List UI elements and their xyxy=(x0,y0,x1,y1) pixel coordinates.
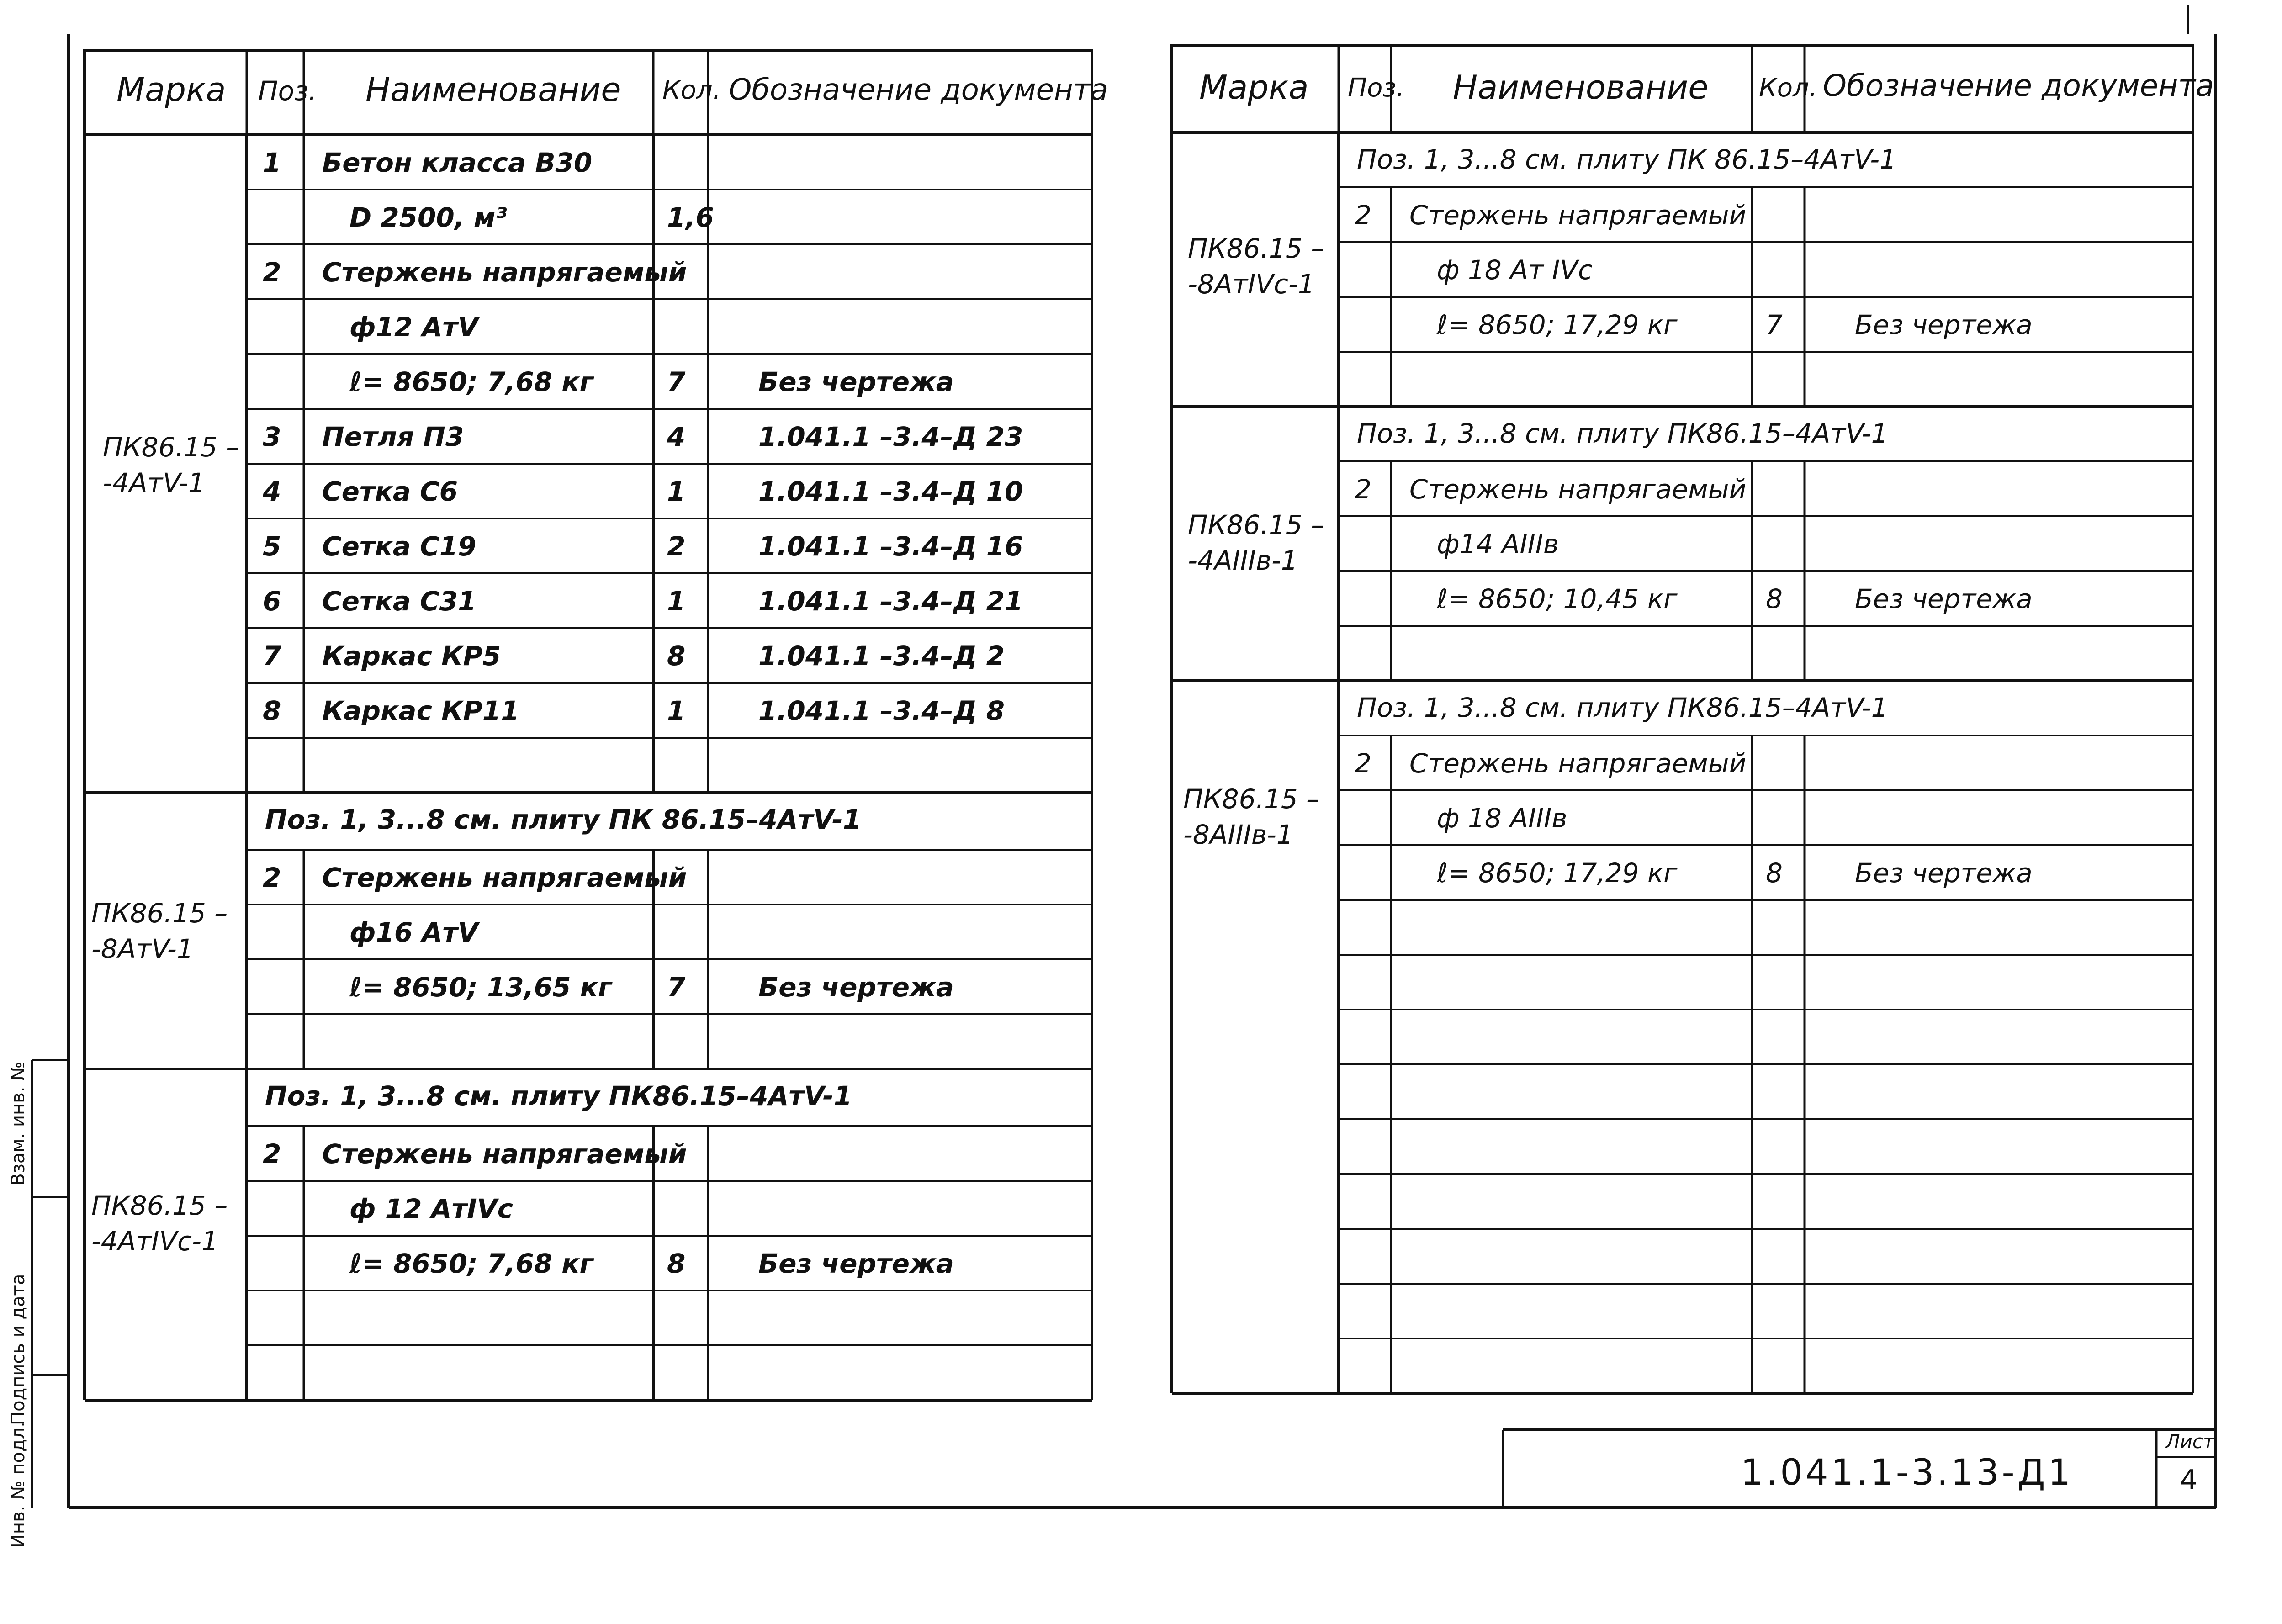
left-row-name: Бетон класса В30 xyxy=(322,147,593,178)
left-row-name: Сетка С31 xyxy=(322,586,477,617)
left-row-quantity: 1 xyxy=(667,586,686,617)
left-row-name: Каркас КР11 xyxy=(322,695,519,726)
side-stamp-inv-podl: Инв. № подл. xyxy=(8,1422,29,1548)
right-group-reference: Поз. 1, 3...8 см. плиту ПК 86.15–4АтV-1 xyxy=(1357,144,1896,175)
sheet-number: 4 xyxy=(2180,1464,2198,1496)
right-row-position: 2 xyxy=(1355,748,1371,779)
left-group-reference: Поз. 1, 3...8 см. плиту ПК 86.15–4АтV-1 xyxy=(265,804,862,835)
left-row-name: ф12 АтV xyxy=(349,312,478,343)
left-row-document: Без чертежа xyxy=(758,972,954,1003)
left-row-name: Сетка С19 xyxy=(322,531,477,562)
right-row-name: ф 18 АIIIв xyxy=(1437,803,1567,834)
left-row-document: 1.041.1 –3.4–Д 16 xyxy=(758,531,1023,562)
right-group-mark-2: ПК86.15 – -4АIIIв-1 xyxy=(1188,509,1324,577)
right-row-name: ф 18 Ат IVс xyxy=(1437,254,1593,286)
left-header-qty: Кол. xyxy=(662,75,721,105)
left-row-name: ℓ= 8650; 7,68 кг xyxy=(349,1248,593,1279)
right-row-document: Без чертежа xyxy=(1855,583,2033,614)
left-row-quantity: 4 xyxy=(667,421,686,452)
right-group-mark-1: ПК86.15 – -8АтIVс-1 xyxy=(1188,233,1324,300)
left-row-name: ф16 АтV xyxy=(349,917,478,948)
right-row-name: Стержень напрягаемый xyxy=(1409,748,1747,779)
left-header-pos: Поз. xyxy=(258,75,317,106)
left-row-quantity: 1,6 xyxy=(667,202,714,233)
left-row-quantity: 7 xyxy=(667,366,686,397)
left-row-name: ℓ= 8650; 13,65 кг xyxy=(349,972,612,1003)
right-row-quantity: 8 xyxy=(1766,583,1783,614)
left-row-document: 1.041.1 –3.4–Д 2 xyxy=(758,640,1005,672)
left-row-name: Стержень напрягаемый xyxy=(322,257,687,288)
left-header-mark: Марка xyxy=(116,70,226,109)
right-group-mark-3: ПК86.15 – -8АIIIв-1 xyxy=(1183,783,1320,851)
left-row-name: Сетка С6 xyxy=(322,476,458,507)
left-row-position: 2 xyxy=(263,1138,281,1169)
left-group-mark-1: ПК86.15 – -4АтV-1 xyxy=(103,432,239,499)
left-row-name: Стержень напрягаемый xyxy=(322,862,687,893)
side-stamp-vzam-inv: Взам. инв. № xyxy=(8,1062,29,1186)
left-row-document: 1.041.1 –3.4–Д 8 xyxy=(758,695,1005,726)
right-row-document: Без чертежа xyxy=(1855,309,2033,340)
left-group-reference: Поз. 1, 3...8 см. плиту ПК86.15–4АтV-1 xyxy=(265,1080,852,1111)
left-row-document: Без чертежа xyxy=(758,366,954,397)
left-row-quantity: 8 xyxy=(667,1248,686,1279)
left-row-name: Каркас КР5 xyxy=(322,640,501,672)
left-row-name: Стержень напрягаемый xyxy=(322,1138,687,1169)
left-row-position: 3 xyxy=(263,421,281,452)
left-row-position: 7 xyxy=(263,640,281,672)
left-row-quantity: 1 xyxy=(667,476,686,507)
left-row-position: 1 xyxy=(263,147,281,178)
left-row-name: Петля П3 xyxy=(322,421,464,452)
left-row-document: 1.041.1 –3.4–Д 10 xyxy=(758,476,1023,507)
left-header-doc: Обозначение документа xyxy=(729,73,1108,107)
left-row-name: D 2500, м³ xyxy=(349,202,507,233)
right-row-name: ℓ= 8650; 10,45 кг xyxy=(1437,583,1678,614)
right-row-name: ф14 АIIIв xyxy=(1437,529,1559,560)
left-row-position: 4 xyxy=(263,476,281,507)
right-row-name: Стержень напрягаемый xyxy=(1409,200,1747,231)
left-row-position: 2 xyxy=(263,257,281,288)
left-group-mark-3: ПК86.15 – -4АтIVс-1 xyxy=(91,1190,228,1257)
left-row-position: 2 xyxy=(263,862,281,893)
right-row-name: ℓ= 8650; 17,29 кг xyxy=(1437,309,1678,340)
left-row-quantity: 8 xyxy=(667,640,686,672)
right-row-position: 2 xyxy=(1355,200,1371,231)
right-row-quantity: 7 xyxy=(1766,309,1783,340)
left-row-name: ℓ= 8650; 7,68 кг xyxy=(349,366,593,397)
right-header-pos: Поз. xyxy=(1348,73,1404,103)
right-header-doc: Обозначение документа xyxy=(1823,68,2214,103)
right-header-name: Наименование xyxy=(1453,68,1709,106)
left-header-name: Наименование xyxy=(365,70,621,109)
right-row-name: ℓ= 8650; 17,29 кг xyxy=(1437,857,1678,889)
left-row-document: 1.041.1 –3.4–Д 21 xyxy=(758,586,1023,617)
left-row-document: 1.041.1 –3.4–Д 23 xyxy=(758,421,1023,452)
left-row-position: 5 xyxy=(263,531,281,562)
right-row-position: 2 xyxy=(1355,474,1371,505)
right-row-name: Стержень напрягаемый xyxy=(1409,474,1747,505)
right-row-quantity: 8 xyxy=(1766,857,1783,889)
sheet-label: Лист xyxy=(2166,1430,2214,1453)
left-row-quantity: 2 xyxy=(667,531,686,562)
right-header-qty: Кол. xyxy=(1759,73,1817,103)
right-row-document: Без чертежа xyxy=(1855,857,2033,889)
left-row-quantity: 7 xyxy=(667,972,686,1003)
left-row-quantity: 1 xyxy=(667,695,686,726)
right-group-reference: Поз. 1, 3...8 см. плиту ПК86.15–4АтV-1 xyxy=(1357,418,1888,449)
left-group-mark-2: ПК86.15 – -8АтV-1 xyxy=(91,898,228,965)
right-header-mark: Марка xyxy=(1199,68,1309,106)
right-group-reference: Поз. 1, 3...8 см. плиту ПК86.15–4АтV-1 xyxy=(1357,692,1888,723)
side-stamp-signature-date: Подпись и дата xyxy=(8,1274,29,1425)
left-row-position: 6 xyxy=(263,586,281,617)
left-row-position: 8 xyxy=(263,695,281,726)
left-row-name: ф 12 АтIVс xyxy=(349,1193,513,1224)
document-code: 1.041.1-3.13-Д1 xyxy=(1741,1452,2074,1493)
left-row-document: Без чертежа xyxy=(758,1248,954,1279)
